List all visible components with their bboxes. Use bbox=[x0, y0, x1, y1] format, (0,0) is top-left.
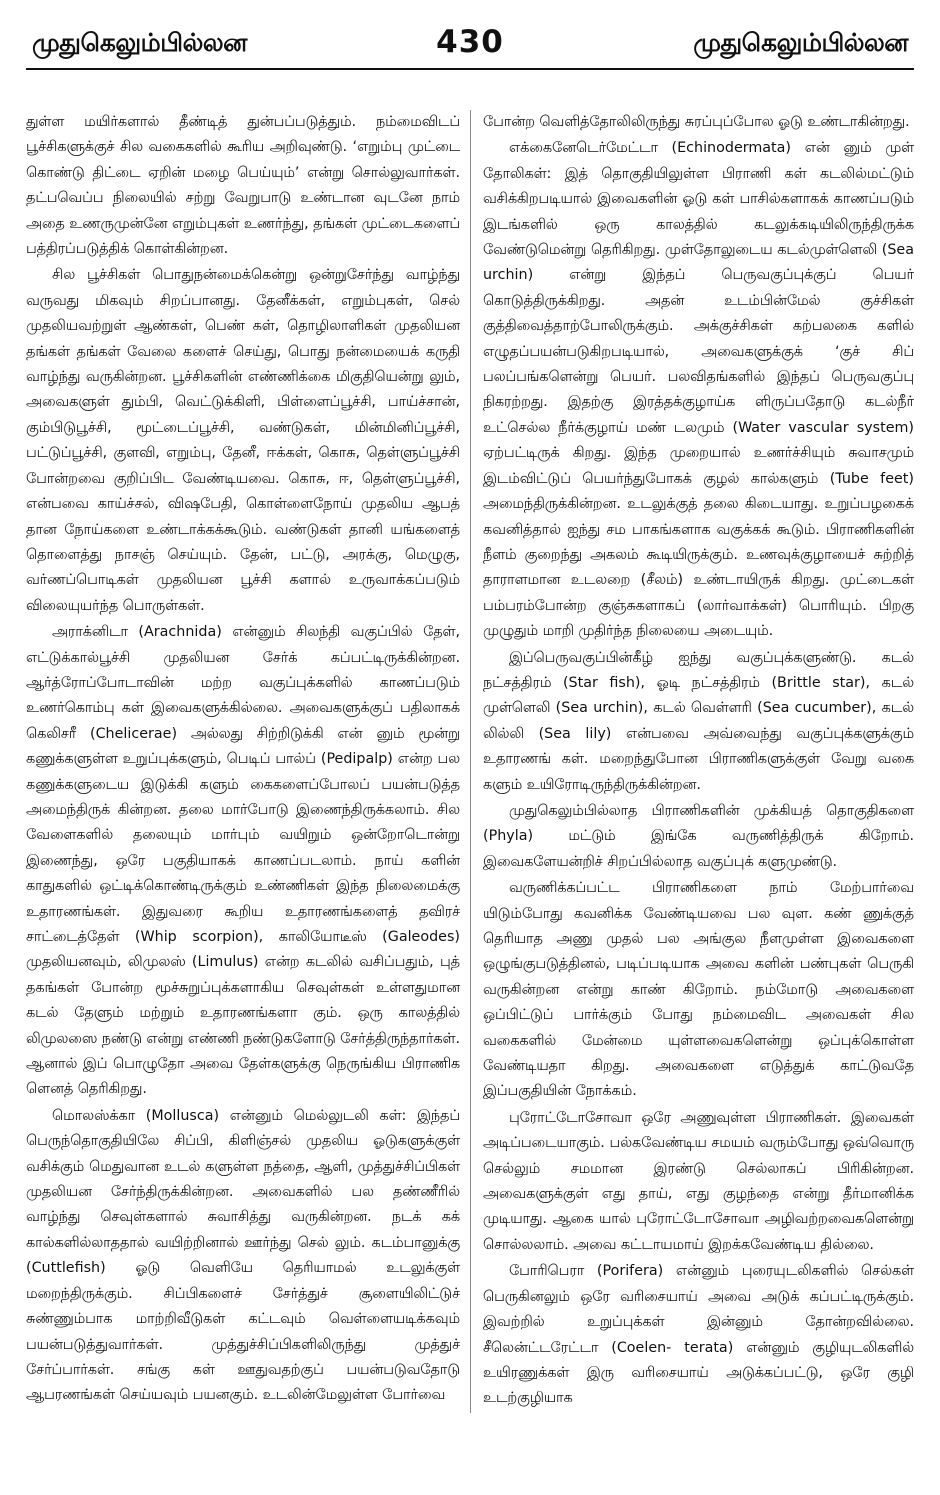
paragraph: மொலஸ்க்கா (Mollusca) என்னும் மெல்லுடலி கள்: இந்தப் பெருந்தொகுதியிலே சிப்பி, கிளிஞ்சல் முதலிய ஓடுகளுக்குள் வசிக்கும் மெதுவான உடல் களுள்ள நத்தை, ஆளி, முத்துச்சிப்பிகள் முதலியன சேர்ந்திருக்கின்றன. அவைகளில் பல தண்ணீரில் வாழ்ந்து செவுள்களால் சுவாசித்து வருகின்றன. நடக் கக் கால்களில்லாததால் வயிற்றினால் ஊர்ந்து செல் லும். கடம்பானுக்கு (Cuttlefish) ஓடு வெளியே தெரியாமல் உடலுக்குள் மறைந்திருக்கும். சிப்பிகளைச் சேர்த்துச் சூளையிலிட்டுச் சுண்ணும்பாக மாற்றிவீடுகள் கட்டவும் வெள்ளையடிக்கவும் பயன்படுத்துவார்கள். முத்துச்சிப்பிகளிலிருந்து முத்துச் சேர்ப்பார்கள். சங்கு கள் ஊதுவதற்குப் பயன்படுவதோடு ஆபரணங்கள் செய்யவும் பயனகும். உடலின்மேலுள்ள போர்வை bbox=[26, 1107, 460, 1404]
two-column-body bbox=[26, 110, 914, 1413]
paragraph: துள்ள மயிர்களால் தீண்டித் துன்பப்படுத்தும். நம்மைவிடப் பூச்சிகளுக்குச் சில வகைகளில் கூரிய அறிவுண்டு. ‘எறும்பு முட்டை கொண்டு திட்டை ஏறின் மழை பெய்யும்’ என்று சொல்லுவார்கள். தட்பவெப்ப நிலையில் சற்று வேறுபாடு உண்டான வுடனே நாம் அதை உணருமுன்னே எறும்புகள் உணர்ந்து, தங்கள் முட்டைகளைப் பத்திரப்படுத்திக் கொள்கின்றன. bbox=[26, 114, 460, 258]
paragraph: எக்கைனேடெர்மேட்டா (Echinodermata) என் னும் முள் தோலிகள்: இத் தொகுதியிலுள்ள பிராணி கள் கடலில்மட்டும் வசிக்கிறபடியால் இவைகளின் ஓடு கள் பாசில்களாகக் காணப்படும் இடங்களில் ஒரு காலத்தில் கடலுக்கடியிலிருந்திருக்க வேண்டுமென்று தெரிகிறது. முள்தோலுடைய கடல்முள்ளெலி (Sea urchin) என்று இந்தப் பெருவகுப்புக்குப் பெயர் கொடுத்திருக்கிறது. அதன் உடம்பின்மேல் குச்சிகள் குத்திவைத்தாற்போலிருக்கும். அக்குச்சிகள் கற்பலகை களில் எழுதப்பயன்படுகிறபடியால், அவைகளுக்குக் ‘குச் சிப் பலப்பங்களென்று பெயர். பலவிதங்களில் இந்தப் பெருவகுப்பு நிகரற்றது. இதற்கு இரத்தக்குழாய்க ளிருப்பதோடு கடல்நீர் உட்செல்ல நீர்க்குழாய் மண் டலமும் (Water vascular system) ஏற்பட்டிருக் கிறது. இந்த முறையால் உணர்ச்சியும் சுவாசமும் இடம்விட்டுப் பெயர்ந்துபோகக் குழல் கால்களும் (Tube feet) அமைந்திருக்கின்றன. உடலுக்குத் தலை கிடையாது. உறுப்பழகைக் கவனித்தால் ஐந்து சம பாகங்களாக வகுக்கக் கூடும். பிராணிகளின் நீளம் குறைந்து அகலம் கூடியிருக்கும். உணவுக்குழாயைச் சுற்றித் தாராளமான உடலறை (சீலம்) உண்டாயிருக் கிறது. முட்டைகள் பம்பரம்போன்ற குஞ்சுகளாகப் (லார்வாக்கள்) பொரியும். பிறகு முழுதும் மாறி முதிர்ந்த நிலையை அடையும். bbox=[483, 140, 914, 640]
paragraph: அராக்னிடா (Arachnida) என்னும் சிலந்தி வகுப்பில் தேள், எட்டுக்கால்பூச்சி முதலியன சேர்க் கப்பட்டிருக்கின்றன. ஆர்த்ரோப்போடாவின் மற்ற வகுப்புக்களில் காணப்படும் உணர்கொம்பு கள் இவைகளுக்கில்லை. அவைகளுக்குப் பதிலாகக் கெலிசரீ (Chelicerae) அல்லது சிற்றிடுக்கி என் னும் மூன்று கணுக்களுள்ள உறுப்புக்களும், பெடிப் பால்ப் (Pedipalp) என்ற பல கணுக்களுடைய இடுக்கி களும் கைகளைப்போலப் பயன்படுத்த அமைந்திருக் கின்றன. தலை மார்போடு இணைந்திருக்கலாம். சில வேளைகளில் தலையும் மார்பும் வயிறும் ஒன்றோடொன்று இணைந்து, ஒரே பகுதியாகக் காணப்படலாம். நாய் களின் காதுகளில் ஒட்டிக்கொண்டிருக்கும் உண்ணிகள் இந்த நிலைமைக்கு உதாரணங்கள். இதுவரை கூறிய உதாரணங்களைத் தவிரச் சாட்டைத்தேள் (Whip scorpion), காலியோடீஸ் (Galeodes) முதலியனவும், லிமுலஸ் (Limulus) என்ற கடலில் வசிப்பதும், புத் தகங்கள் போன்ற மூச்சுறுப்புக்களாகிய செவுள்கள் உள்ளதுமான கடல் தேளும் மற்றும் உதாரணங்களா கும். ஒரு காலத்தில் லிமுலஸை நண்டு என்று எண்ணி நண்டுகளோடு சேர்த்திருந்தார்கள். ஆனால் இப் பொழுதோ அவை தேள்களுக்கு நெருங்கிய பிராணிக ளெனத் தெரிகிறது. bbox=[26, 624, 461, 1098]
page-header bbox=[26, 22, 914, 70]
paragraph: போன்ற வெளித்தோலிலிருந்து சுரப்புப்போல ஓடு உண்டாகின்றது. bbox=[483, 114, 910, 130]
paragraph: சில பூச்சிகள் பொதுநன்மைக்கென்று ஒன்றுசேர்ந்து வாழ்ந்து வருவது மிகவும் சிறப்பானது. தேனீக்கள், எறும்புகள், செல் முதலியவற்றுள் ஆண்கள், பெண் கள், தொழிலாளிகள் முதலியன தங்கள் தங்கள் வேலை களைச் செய்து, பொது நன்மையைக் கருதி வாழ்ந்து வருகின்றன. பூச்சிகளின் எண்ணிக்கை மிகுதியென்று லும், அவைகளுள் தும்பி, வெட்டுக்கிளி, பிள்ளைப்பூச்சி, பாய்ச்சான், கும்பிடுபூச்சி, மூட்டைப்பூச்சி, வண்டுகள், மின்மினிப்பூச்சி, பட்டுப்பூச்சி, குளவி, எறும்பு, தேனீ, ஈக்கள், கொசு, தெள்ளுப்பூச்சி போன்றவை குறிப்பிட வேண்டியவை. கொசு, ஈ, தெள்ளுப்பூச்சி, என்பவை காய்ச்சல், விஷபேதி, கொள்ளைநோய் முதலிய ஆபத் தான நோய்களை உண்டாக்கக்கூடும். வண்டுகள் தானி யங்களைத் தொளைத்து நாசஞ் செய்யும். தேன், பட்டு, அரக்கு, மெழுகு, வர்ணப்பொடிகள் முதலியன பூச்சி களால் உருவாக்கப்படும் விலையுயர்ந்த பொருள்கள். bbox=[26, 267, 460, 614]
running-head-right: முதுகெலும்பில்லன bbox=[693, 28, 908, 57]
paragraph: இப்பெருவகுப்பின்கீழ் ஐந்து வகுப்புக்களுண்டு. கடல் நட்சத்திரம் (Star fish), ஓடி நட்சத்திரம் (Brittle star), கடல் முள்ளெலி (Sea urchin), கடல் வெள்ளரி (Sea cucumber), கடல் லில்லி (Sea lily) என்பவை அவ்வைந்து வகுப்புக்களுக்கும் உதாரணங் கள். மறைந்துபோன பிராணிகளுக்குள் வேறு வகை களும் உயிரோடிருந்திருக்கின்றன. bbox=[483, 649, 914, 793]
paragraph: போரிபெரா (Porifera) என்னும் புரையுடலிகளில் செல்கள் பெருகினலும் ஒரே வரிசையாய் அவை அடுக் கப்பட்டிருக்கும். இவற்றில் உறுப்புக்கள் இன்னும் தோன்றவில்லை. சீலென்ட்டரேட்டா (Coelen- terata) என்னும் குழியுடலிகளில் உயிரணுக்கள் இரு வரிசையாய் அடுக்கப்பட்டு, ஒரே குழி உடற்குழியாக bbox=[483, 1263, 914, 1407]
paragraph: புரோட்டோசோவா ஒரே அணுவுள்ள பிராணிகள். இவைகள் அடிப்படையாகும். பல்கவேண்டிய சமயம் வரும்போது ஒவ்வொரு செல்லும் சமமான இரண்டு செல்லாகப் பிரிகின்றன. அவைகளுக்குள் எது தாய், எது குழந்தை என்று தீர்மானிக்க முடியாது. ஆகை யால் புரோட்டோசோவா அழிவற்றவைகளென்று சொல்லலாம். அவை கட்டாயமாய் இறக்கவேண்டிய தில்லை. bbox=[483, 1109, 914, 1253]
paragraph: முதுகெலும்பில்லாத பிராணிகளின் முக்கியத் தொகுதிகளை (Phyla) மட்டும் இங்கே வருணித்திருக் கிறோம். இவைகளேயன்றிச் சிறப்பில்லாத வகுப்புக் களுமுண்டு. bbox=[483, 802, 914, 870]
left-column bbox=[26, 110, 470, 1413]
paragraph: வருணிக்கப்பட்ட பிராணிகளை நாம் மேற்பார்வை யிடும்போது கவனிக்க வேண்டியவை பல வுள. கண் ணுக்குத் தெரியாத அணு முதல் பல அங்குல நீளமுள்ள இவைகளை ஒழுங்குபடுத்தினல், படிப்படியாக அவை களின் பண்புகள் பெருகி வருகின்றன என்று காண் கிறோம். நம்மோடு அவைகளை ஒப்பிட்டுப் பார்க்கும் போது நம்மைவிட அவைகள் சில வகைகளில் மேன்மை யுள்ளவைகளென்று ஒப்புக்கொள்ள வேண்டியதா கிறது. அவைகளை எடுத்துக் காட்டுவதே இப்பகுதியின் நோக்கம். bbox=[483, 880, 914, 1100]
page-number: 430 bbox=[436, 24, 504, 60]
right-column bbox=[470, 110, 914, 1413]
running-head-left: முதுகெலும்பில்லன bbox=[32, 28, 247, 57]
